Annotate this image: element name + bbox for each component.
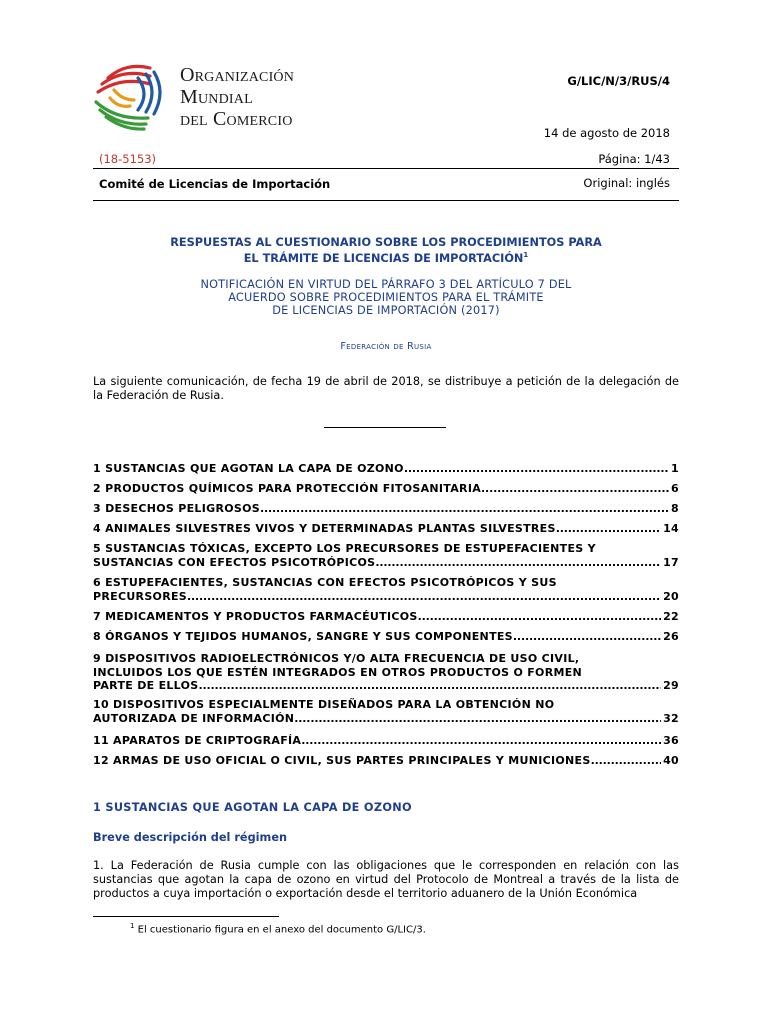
toc-entry-label: AUTORIZADA DE INFORMACIÓN bbox=[93, 711, 295, 725]
subtitle-line2: ACUERDO SOBRE PROCEDIMIENTOS PARA EL TRÁMITE bbox=[228, 291, 544, 304]
toc-entry-label: 2 PRODUCTOS QUÍMICOS PARA PROTECCIÓN FITOSANITARIA bbox=[93, 482, 482, 495]
toc-leader-dots bbox=[556, 522, 661, 536]
toc-entry-line bbox=[93, 652, 679, 666]
title-line2-wrap bbox=[93, 249, 679, 265]
org-name-line2: Mundial bbox=[180, 86, 253, 108]
committee-name: Comité de Licencias de Importación bbox=[99, 177, 331, 191]
toc-entry-page: 14 bbox=[663, 522, 679, 535]
toc-entry[interactable] bbox=[93, 576, 679, 603]
toc-entry-last-line bbox=[93, 610, 679, 624]
section-1-paragraph: 1. La Federación de Rusia cumple con las obligaciones que le corresponden en relación con las sustancias que agotan la capa de ozono en virtud del Protocolo de Montreal a través de la lista de productos a cuya importación o exportación desde el territorio aduanero de la Unión Económica bbox=[93, 859, 679, 900]
toc-entry-page: 22 bbox=[663, 610, 679, 623]
toc-entry[interactable] bbox=[93, 462, 679, 476]
document-symbol: G/LIC/N/3/RUS/4 bbox=[567, 74, 670, 88]
toc-entry[interactable] bbox=[93, 754, 679, 768]
document-date: 14 de agosto de 2018 bbox=[543, 126, 670, 140]
toc-entry-last-line bbox=[93, 712, 679, 726]
toc-entry-label: 3 DESECHOS PELIGROSOS bbox=[93, 502, 260, 515]
section-separator bbox=[324, 427, 446, 428]
toc-entry-label: 12 ARMAS DE USO OFICIAL O CIVIL, SUS PARTES PRINCIPALES Y MUNICIONES bbox=[93, 754, 591, 767]
toc-leader-dots bbox=[294, 712, 661, 726]
toc-entry-line bbox=[93, 666, 679, 680]
toc-entry[interactable] bbox=[93, 652, 679, 693]
toc-entry-label: PRECURSORES bbox=[93, 589, 188, 603]
toc-entry-last-line bbox=[93, 482, 679, 496]
toc-entry[interactable] bbox=[93, 610, 679, 624]
section-1-subheading: Breve descripción del régimen bbox=[93, 831, 288, 844]
title-line2: EL TRÁMITE DE LICENCIAS DE IMPORTACIÓN bbox=[243, 251, 524, 265]
toc-entry-last-line bbox=[93, 522, 679, 536]
toc-entry[interactable] bbox=[93, 734, 679, 748]
title-line1: RESPUESTAS AL CUESTIONARIO SOBRE LOS PROCEDIMIENTOS PARA bbox=[170, 236, 602, 249]
toc-entry-label: 9 DISPOSITIVOS RADIOELECTRÓNICOS Y/O ALTA FRECUENCIA DE USO CIVIL, bbox=[93, 652, 580, 665]
toc-entry-page: 6 bbox=[671, 482, 679, 495]
toc-entry-page: 17 bbox=[663, 555, 679, 569]
toc-entry-label: 1 SUSTANCIAS QUE AGOTAN LA CAPA DE OZONO bbox=[93, 462, 404, 475]
toc-entry[interactable] bbox=[93, 502, 679, 516]
org-name-line1: Organización bbox=[180, 64, 295, 86]
org-name-line3: del Comercio bbox=[180, 108, 293, 130]
title-footnote-mark: 1 bbox=[523, 251, 529, 259]
toc-entry-page: 8 bbox=[671, 502, 679, 515]
toc-entry[interactable] bbox=[93, 542, 679, 569]
toc-entry-page: 40 bbox=[663, 754, 679, 767]
toc-entry-page: 29 bbox=[663, 679, 679, 692]
toc-entry-label: 10 DISPOSITIVOS ESPECIALMENTE DISEÑADOS PARA LA OBTENCIÓN NO bbox=[93, 698, 555, 711]
org-name bbox=[180, 64, 294, 130]
toc-entry-line bbox=[93, 576, 679, 590]
original-language: Original: inglés bbox=[583, 176, 670, 190]
toc-entry-line bbox=[93, 542, 679, 556]
toc-entry-page: 26 bbox=[663, 630, 679, 643]
toc-entry-label: SUSTANCIAS CON EFECTOS PSICOTRÓPICOS bbox=[93, 555, 376, 569]
toc-entry-last-line bbox=[93, 734, 679, 748]
toc-leader-dots bbox=[418, 610, 661, 624]
document-title bbox=[93, 236, 679, 265]
intro-paragraph: La siguiente comunicación, de fecha 19 de abril de 2018, se distribuye a petición de la delegación de la Federación de Rusia. bbox=[93, 375, 679, 402]
toc-leader-dots bbox=[198, 679, 661, 693]
toc-entry-label: 8 ÓRGANOS Y TEJIDOS HUMANOS, SANGRE Y SUS COMPONENTES bbox=[93, 630, 513, 643]
toc-entry[interactable] bbox=[93, 698, 679, 725]
footnote-text: El cuestionario figura en el anexo del documento G/LIC/3. bbox=[137, 924, 426, 936]
footnote-divider bbox=[93, 916, 279, 917]
toc-entry-last-line bbox=[93, 630, 679, 644]
toc-entry-last-line bbox=[93, 754, 679, 768]
toc-entry-page: 36 bbox=[663, 734, 679, 747]
toc-entry-last-line bbox=[93, 590, 679, 604]
toc-entry-label: PARTE DE ELLOS bbox=[93, 679, 199, 692]
toc-entry-last-line bbox=[93, 462, 679, 476]
toc-entry-last-line bbox=[93, 556, 679, 570]
subtitle-line1: NOTIFICACIÓN EN VIRTUD DEL PÁRRAFO 3 DEL ARTÍCULO 7 DEL bbox=[200, 278, 572, 291]
footnote-mark: 1 bbox=[130, 922, 135, 930]
toc-leader-dots bbox=[404, 462, 669, 476]
toc-leader-dots bbox=[591, 754, 662, 768]
toc-entry-last-line bbox=[93, 679, 679, 693]
toc-entry-label: 11 APARATOS DE CRIPTOGRAFÍA bbox=[93, 734, 302, 747]
toc-entry-line bbox=[93, 698, 679, 712]
document-subtitle bbox=[93, 278, 679, 317]
toc-entry[interactable] bbox=[93, 630, 679, 644]
toc-entry-page: 32 bbox=[663, 711, 679, 725]
toc-leader-dots bbox=[301, 734, 661, 748]
footnote bbox=[130, 922, 426, 935]
toc-entry-label: 5 SUSTANCIAS TÓXICAS, EXCEPTO LOS PRECURSORES DE ESTUPEFACIENTES Y bbox=[93, 542, 596, 555]
member-name: Federación de Rusia bbox=[340, 341, 432, 352]
header-divider bbox=[93, 168, 679, 169]
page-info: Página: 1/43 bbox=[598, 152, 670, 166]
toc-leader-dots bbox=[187, 590, 661, 604]
toc-entry-label: 6 ESTUPEFACIENTES, SUSTANCIAS CON EFECTOS PSICOTRÓPICOS Y SUS bbox=[93, 576, 557, 589]
toc-entry-label: 7 MEDICAMENTOS Y PRODUCTOS FARMACÉUTICOS bbox=[93, 610, 418, 623]
toc-leader-dots bbox=[513, 630, 661, 644]
toc-leader-dots bbox=[260, 502, 669, 516]
toc-entry-label: 4 ANIMALES SILVESTRES VIVOS Y DETERMINADAS PLANTAS SILVESTRES bbox=[93, 522, 556, 535]
toc-entry-last-line bbox=[93, 502, 679, 516]
subtitle-line3: DE LICENCIAS DE IMPORTACIÓN (2017) bbox=[272, 304, 500, 317]
wto-logo-icon bbox=[88, 58, 174, 132]
toc-entry-label: INCLUIDOS LOS QUE ESTÉN INTEGRADOS EN OTROS PRODUCTOS O FORMEN bbox=[93, 665, 583, 679]
toc-entry-page: 20 bbox=[663, 589, 679, 603]
toc-entry-page: 1 bbox=[671, 462, 679, 475]
document-number: (18-5153) bbox=[99, 152, 157, 166]
toc-entry[interactable] bbox=[93, 482, 679, 496]
section-1-heading: 1 SUSTANCIAS QUE AGOTAN LA CAPA DE OZONO bbox=[93, 801, 412, 814]
toc-leader-dots bbox=[481, 482, 669, 496]
header-divider-2 bbox=[93, 200, 679, 201]
toc-entry[interactable] bbox=[93, 522, 679, 536]
toc-leader-dots bbox=[375, 556, 661, 570]
